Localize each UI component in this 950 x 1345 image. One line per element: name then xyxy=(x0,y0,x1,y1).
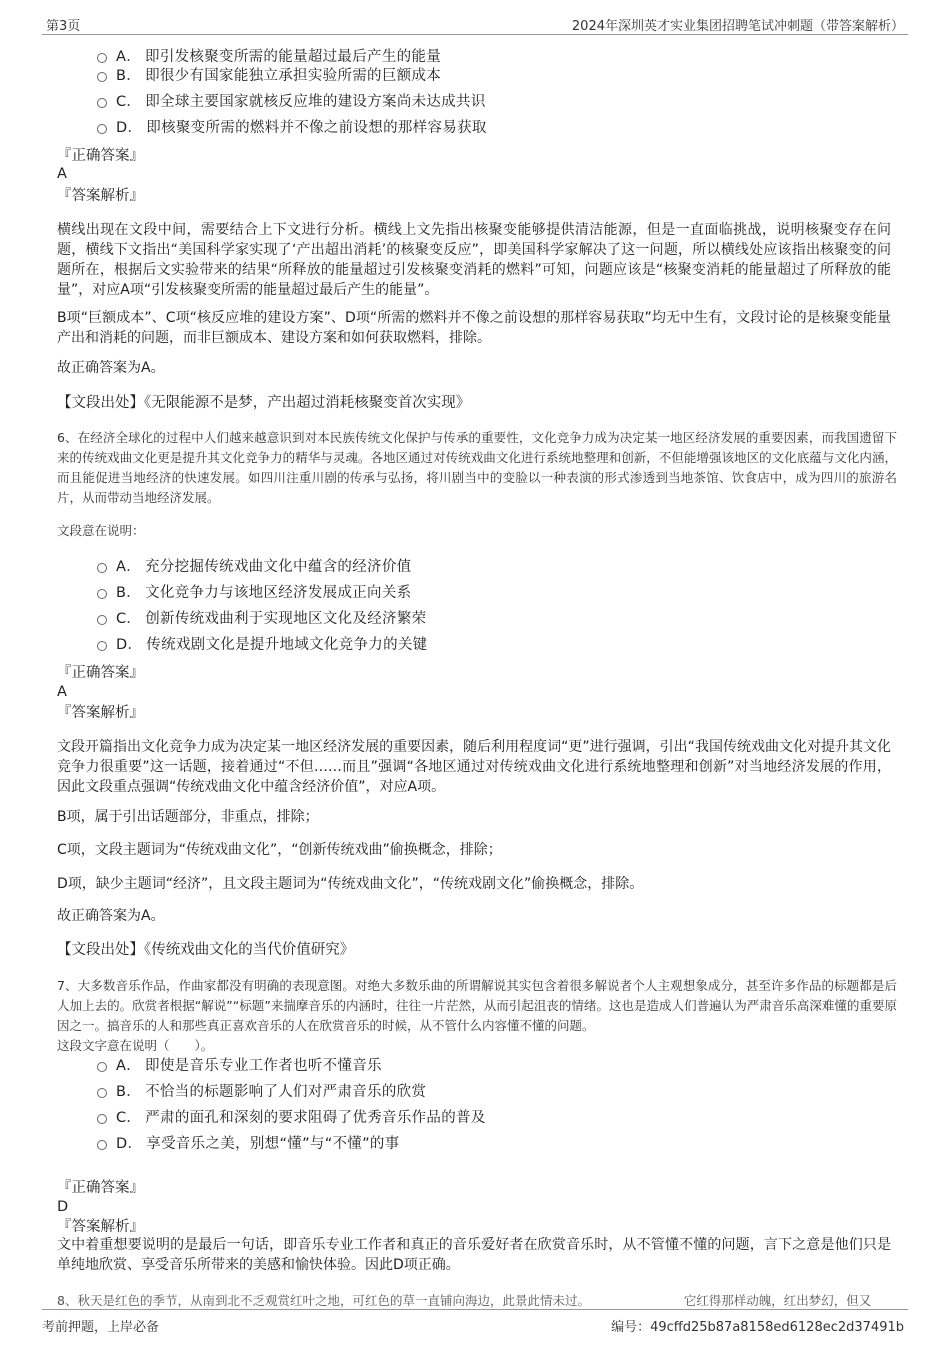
q5-analysis-label: 『答案解析』 xyxy=(57,188,144,204)
q6-option-b[interactable]: B． 文化竞争力与该地区经济发展成正向关系 xyxy=(97,583,411,603)
q6-answer-label: 『正确答案』 xyxy=(57,665,144,681)
radio-icon[interactable] xyxy=(97,615,107,625)
q5-analysis-paragraph: B项“巨额成本”、C项“核反应堆的建设方案”、D项“所需的燃料并不像之前设想的那样容易获取”均无中生有，文段讨论的是核聚变能量产出和消耗的问题，而非巨额成本、建设方案和如何获取燃料，排除。 xyxy=(57,310,891,346)
radio-icon[interactable] xyxy=(97,589,107,599)
document-id: 编号：49cffd25b87a8158ed6128ec2d37491b xyxy=(611,1320,904,1335)
q5-source: 【文段出处】《无限能源不是梦，产出超过消耗核聚变首次实现》 xyxy=(57,395,471,411)
radio-icon[interactable] xyxy=(97,563,107,573)
q5-answer: A xyxy=(57,166,67,182)
document-title: 2024年深圳英才实业集团招聘笔试冲刺题（带答案解析） xyxy=(571,19,904,34)
q6-option-a[interactable]: A． 充分挖掘传统戏曲文化中蕴含的经济价值 xyxy=(97,557,411,577)
q7-option-b[interactable]: B． 不恰当的标题影响了人们对严肃音乐的欣赏 xyxy=(97,1082,426,1102)
q7-analysis-label: 『答案解析』 xyxy=(57,1219,144,1235)
q6-analysis-conclusion: 故正确答案为A。 xyxy=(57,908,165,924)
radio-icon[interactable] xyxy=(97,1114,107,1124)
q7-answer: D xyxy=(57,1199,69,1215)
q5-analysis-paragraph: 横线出现在文段中间，需要结合上下文进行分析。横线上文先指出核聚变能够提供清洁能源，但是一直面临挑战，说明核聚变存在问题，横线下文指出“美国科学家实现了‘产出超出消耗’的核聚变反应”，即美国科学家解决了这一问题，所以横线处应该指出核聚变的问题所在，根据后文实验带来的结果“所释放的能量超过引发核聚变消耗的燃料”可知，问题应该是“核聚变消耗的能量超过了所释放的能量”，对应A项“引发核聚变所需的能量超过最后产生的能量”。 xyxy=(57,222,891,298)
radio-icon[interactable] xyxy=(97,98,107,108)
page-number: 第3页 xyxy=(46,19,81,34)
q7-analysis-paragraph: 文中着重想要说明的是最后一句话，即音乐专业工作者和真正的音乐爱好者在欣赏音乐时，从不管懂不懂的问题，言下之意是他们只是单纯地欣赏、享受音乐所带来的美感和愉快体验。因此D项正确。 xyxy=(57,1237,891,1273)
q5-option-a[interactable]: A． 即引发核聚变所需的能量超过最后产生的能量 xyxy=(97,47,441,67)
q5-option-b[interactable]: B． 即很少有国家能独立承担实验所需的巨额成本 xyxy=(97,66,441,86)
q5-answer-label: 『正确答案』 xyxy=(57,148,144,164)
q7-option-a[interactable]: A． 即使是音乐专业工作者也听不懂音乐 xyxy=(97,1056,382,1076)
q7-answer-label: 『正确答案』 xyxy=(57,1180,144,1196)
radio-icon[interactable] xyxy=(97,1088,107,1098)
q6-option-c[interactable]: C． 创新传统戏曲利于实现地区文化及经济繁荣 xyxy=(97,609,426,629)
q5-analysis-conclusion: 故正确答案为A。 xyxy=(57,360,165,376)
q6-prompt: 文段意在说明： xyxy=(57,523,145,538)
radio-icon[interactable] xyxy=(97,641,107,651)
q7-prompt: 这段文字意在说明（ ）。 xyxy=(57,1038,214,1053)
footer-slogan: 考前押题，上岸必备 xyxy=(42,1320,160,1335)
q6-analysis-paragraph: 文段开篇指出文化竞争力成为决定某一地区经济发展的重要因素，随后利用程度词“更”进行强调，引出“我国传统戏曲文化对提升其文化竞争力很重要”这一话题，接着通过“不但……而且”强调“各地区通过对传统戏曲文化进行系统地整理和创新”对当地经济发展的作用，因此文段重点强调“传统戏曲文化中蕴含经济价值”，对应A项。 xyxy=(57,739,891,795)
radio-icon[interactable] xyxy=(97,53,107,63)
page-footer xyxy=(42,1309,908,1334)
q7-option-c[interactable]: C． 严肃的面孔和深刻的要求阻碍了优秀音乐作品的普及 xyxy=(97,1108,486,1128)
q6-analysis-paragraph: D项，缺少主题词“经济”，且文段主题词为“传统戏曲文化”，“传统戏剧文化”偷换概念，排除。 xyxy=(57,876,644,892)
page-header xyxy=(42,14,908,35)
q5-option-c[interactable]: C． 即全球主要国家就核反应堆的建设方案尚未达成共识 xyxy=(97,92,486,112)
radio-icon[interactable] xyxy=(97,1062,107,1072)
q6-answer: A xyxy=(57,684,67,700)
q6-analysis-label: 『答案解析』 xyxy=(57,705,144,721)
q6-source: 【文段出处】《传统戏曲文化的当代价值研究》 xyxy=(57,942,355,958)
q8-stem-cut: 8、秋天是红色的季节，从南到北不乏观赏红叶之地，可红色的草一直铺向海边，此景此情未过。 它红得那样动魄，红出梦幻，但又 xyxy=(57,1293,872,1308)
radio-icon[interactable] xyxy=(97,124,107,134)
q7-option-d[interactable]: D． 享受音乐之美，别想“懂”与“不懂”的事 xyxy=(97,1134,400,1154)
q6-analysis-paragraph: C项，文段主题词为“传统戏曲文化”，“创新传统戏曲”偷换概念，排除； xyxy=(57,842,502,858)
q6-stem: 6、在经济全球化的过程中人们越来越意识到对本民族传统文化保护与传承的重要性，文化竞争力成为决定某一地区经济发展的重要因素，而我国遗留下来的传统戏曲文化更是提升其文化竞争力的精华与灵魂。各地区通过对传统戏曲文化进行系统地整理和创新，不但能增强该地区的文化底蕴与文化内涵，而且能促进当地经济的快速发展。如四川注重川剧的传承与弘扬，将川剧当中的变脸以一种表演的形式渗透到当地茶馆、饮食店中，成为四川的旅游名片，从而带动当地经济发展。 xyxy=(57,430,897,505)
q6-analysis-paragraph: B项，属于引出话题部分，非重点，排除； xyxy=(57,809,319,825)
radio-icon[interactable] xyxy=(97,1140,107,1150)
q6-option-d[interactable]: D． 传统戏剧文化是提升地域文化竞争力的关键 xyxy=(97,635,427,655)
q7-stem: 7、大多数音乐作品，作曲家都没有明确的表现意图。对绝大多数乐曲的所谓解说其实包含着很多解说者个人主观想象成分，甚至许多作品的标题都是后人加上去的。欣赏者根据“解说”“标题”来揣摩音乐的内涵时，往往一片茫然，从而引起沮丧的情绪。这也是造成人们普遍认为严肃音乐高深难懂的重要原因之一。搞音乐的人和那些真正喜欢音乐的人在欣赏音乐的时候，从不管什么内容懂不懂的问题。 xyxy=(57,978,897,1033)
q5-option-d[interactable]: D． 即核聚变所需的燃料并不像之前设想的那样容易获取 xyxy=(97,118,487,138)
radio-icon[interactable] xyxy=(97,72,107,82)
